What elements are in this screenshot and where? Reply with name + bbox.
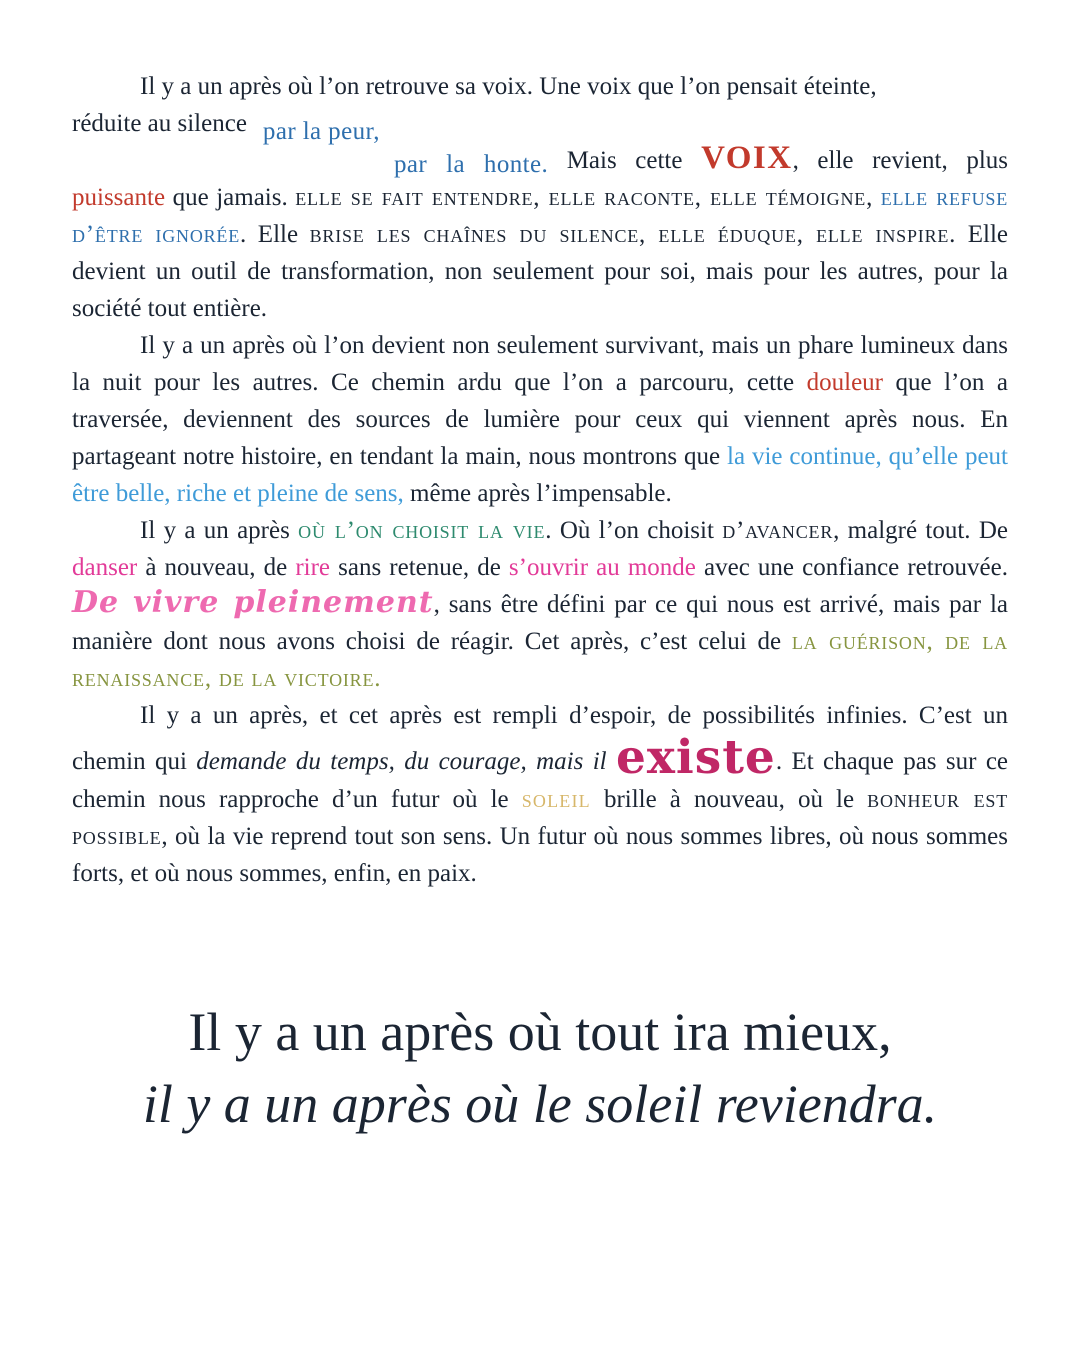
closing-line-1: Il y a un après où tout ira mieux, [188,1002,892,1062]
text-run: Mais cette [548,147,702,174]
text-run: Il y a un après, et cet après est rempli d’espoir, de possibilités infinies. C’est un chemin qui [72,702,1008,775]
text-run: bonheur est possible [72,786,1009,850]
text-run: brille à nouveau, où le [590,786,868,813]
text-run: demande du temps, du courage, mais il [196,748,616,775]
text-run: soleil [521,786,591,813]
closing-block [0,996,1080,1140]
text-run: existe [615,730,776,785]
text-run: elle refuse d’être ignorée [72,184,1009,248]
text-run: Elle devient un outil de transformation, non seulement pour soi, mais pour les autres, pour la société tout entière. [72,221,1008,322]
text-run: . Elle [240,221,310,248]
text-run: d’avancer [722,517,834,544]
text-run: où l’on choisit la vie [298,517,546,544]
text-run: , elle revient, plus [792,147,1008,174]
text-run: réduite au silence [72,110,247,137]
text-run: elle se fait entendre, elle raconte, elle témoigne, [295,184,874,211]
paragraph-4 [72,697,1008,892]
text-run: la vie continue, qu’elle peut être belle, riche et pleine de sens, [72,443,1008,507]
text-run: par la honte. [394,151,549,178]
text-run: que l’on a traversée, deviennent des sources de lumière pour ceux qui viennent après nous. En partageant notre histoire, en tendant la main, nous montrons que [72,369,1008,470]
text-run: . Et chaque pas sur ce chemin nous rapproche d’un futur où le [72,748,1009,813]
text-run: , sans être défini par ce qui nous est arrivé, mais par la manière dont nous avons choisi de réagir. Cet après, c’est celui de [72,591,1009,655]
text-run: VOIX [701,140,793,176]
paragraph-1-line-1 [72,68,1008,105]
text-run: rire [295,554,331,581]
text-run: avec une confiance retrouvée. [695,554,1008,581]
text-run: . Où l’on choisit [545,517,723,544]
paragraph-3 [72,512,1008,697]
text-run: De vivre pleinement [72,585,434,620]
text-run: , où la vie reprend tout son sens. Un futur où nous sommes libres, où nous sommes forts, et où nous sommes, enfin, en paix. [72,823,1008,887]
text-run: douleur [806,369,883,396]
closing-line-2: il y a un après où le soleil reviendra. [142,1074,938,1134]
text-run: la guérison, de la renaissance, de la victoire. [72,628,1008,692]
text-run: à nouveau, de [137,554,296,581]
text-run: même après l’impensable. [403,480,672,507]
text-run: Il y a un après où l’on retrouve sa voix. Une voix que l’on pensait éteinte, [140,73,877,100]
paragraph-2 [72,327,1008,512]
text-run: Il y a un après [140,517,299,544]
text-run [873,184,881,211]
text-run: puissante [72,184,166,211]
text-run: sans retenue, de [330,554,509,581]
text-run: s’ouvrir au monde [508,554,696,581]
paragraph-1-line-2 [72,105,1008,145]
text-run: , malgré tout. De [833,517,1008,544]
paragraph-1-continuation [72,142,1008,327]
text-run: par la peur, [262,118,380,145]
text-run: danser [72,554,138,581]
text-run: Il y a un après où l’on devient non seulement survivant, mais un phare lumineux dans la nuit pour les autres. Ce chemin ardu que l’on a parcouru, cette [72,332,1008,396]
text-run: brise les chaînes du silence, elle éduque, elle inspire. [309,221,957,248]
text-run: que jamais. [165,184,296,211]
